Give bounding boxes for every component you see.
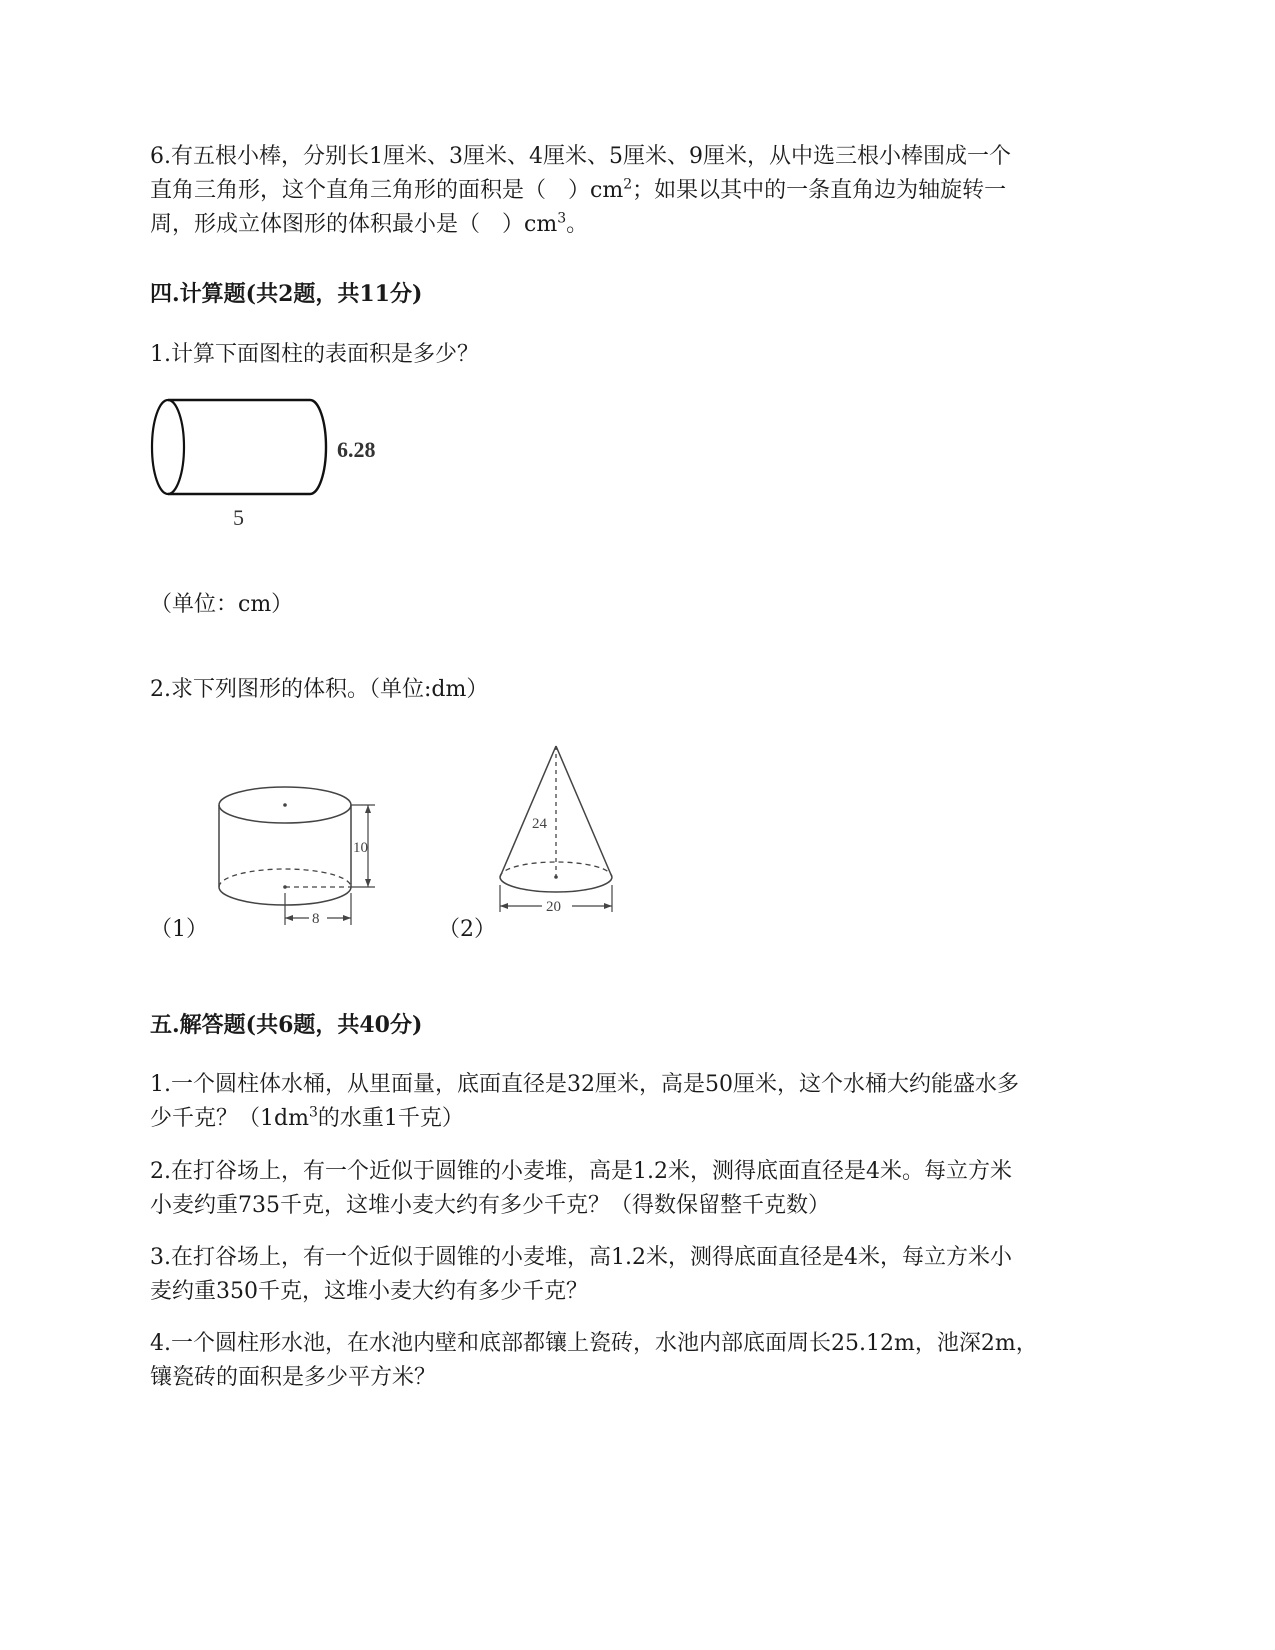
- diameter-arrow-left: [500, 903, 508, 909]
- q6-line-2: [150, 174, 1110, 208]
- figure-1-label: （1）: [150, 917, 208, 942]
- s4-q1-unit: [150, 588, 1110, 622]
- cone-figure: [490, 740, 630, 920]
- s4-question-2: [150, 673, 1110, 707]
- s5-q1-line-2-text: 少千克？（1dm: [150, 1106, 309, 1131]
- height-arrow-down: [365, 879, 371, 887]
- section-5-heading: 五.解答题(共6题，共40分): [150, 1012, 423, 1038]
- cylinder-bottom-back: [219, 869, 351, 887]
- q6-line-3-tail: 。: [566, 212, 589, 237]
- cylinder-radius-label: 8: [312, 911, 320, 927]
- cone-left-side: [500, 746, 556, 877]
- cylinder-left-face: [152, 400, 184, 494]
- s5-q3-line-1: 3.在打谷场上，有一个近似于圆锥的小麦堆，高1.2米，测得底面直径是4米，每立方米小: [150, 1245, 1012, 1270]
- cone-height-label: 24: [532, 816, 547, 832]
- cylinder-height-label: 6.28: [337, 437, 376, 462]
- q6-superscript-2: 2: [623, 176, 633, 193]
- cone-base-center: [554, 875, 558, 879]
- cylinder-top-center: [283, 803, 287, 807]
- cylinder-figure: [140, 390, 400, 535]
- s5-q4-line-2: 镶瓷砖的面积是多少平方米？: [150, 1365, 437, 1390]
- s5-question-3: [150, 1241, 1110, 1309]
- s5-q1-superscript: 3: [308, 1104, 318, 1121]
- radius-arrow-left: [285, 915, 293, 921]
- s5-q4-line-1: 4.一个圆柱形水池，在水池内壁和底部都镶上瓷砖，水池内部底面周长25.12m，池深2m，: [150, 1331, 1038, 1356]
- s5-q3-line-2: 麦约重350千克，这堆小麦大约有多少千克？: [150, 1279, 588, 1304]
- q6-line-2-tail: ；如果以其中的一条直角边为轴旋转一: [632, 178, 1007, 203]
- s5-q1-line-2: [150, 1102, 1110, 1136]
- s5-question-4: [150, 1327, 1110, 1395]
- diameter-arrow-right: [604, 903, 612, 909]
- s4-q2-text: 2.求下列图形的体积。（单位:dm）: [150, 677, 489, 702]
- section-4: [150, 277, 1110, 308]
- s5-q1-line-1: 1.一个圆柱体水桶，从里面量，底面直径是32厘米，高是50厘米，这个水桶大约能盛水多: [150, 1072, 1019, 1097]
- q6-line-1: 6.有五根小棒，分别长1厘米、3厘米、4厘米、5厘米、9厘米，从中选三根小棒围成一个: [150, 144, 1011, 169]
- s4-q1-unit-text: （单位：cm）: [150, 592, 294, 617]
- cone-diameter-label: 20: [546, 899, 561, 915]
- s5-question-2: [150, 1155, 1110, 1223]
- cone-right-side: [556, 746, 612, 877]
- height-arrow-up: [365, 805, 371, 813]
- section-4-heading: 四.计算题(共2题，共11分): [150, 281, 423, 307]
- cylinder-bottom-center: [283, 885, 287, 889]
- cone-base-front: [500, 877, 612, 892]
- cylinder-right-face: [310, 400, 326, 494]
- q6-superscript-3: 3: [557, 210, 567, 227]
- s5-q2-line-1: 2.在打谷场上，有一个近似于圆锥的小麦堆，高是1.2米，测得底面直径是4米。每立方米: [150, 1159, 1012, 1184]
- radius-arrow-right: [343, 915, 351, 921]
- s4-q1-text: 1.计算下面图柱的表面积是多少？: [150, 342, 479, 367]
- s5-question-1: [150, 1068, 1110, 1136]
- cylinder-height-label: 10: [353, 840, 368, 856]
- question-6: [150, 140, 1110, 242]
- q6-line-2-text: 直角三角形，这个直角三角形的面积是（ ）cm: [150, 178, 624, 203]
- section-5: [150, 1008, 1110, 1039]
- cylinder-length-label: 5: [233, 505, 244, 530]
- s5-q1-line-2-tail: 的水重1千克）: [317, 1106, 464, 1131]
- q6-line-3-text: 周，形成立体图形的体积最小是（ ）cm: [150, 212, 558, 237]
- s4-question-1: [150, 338, 1110, 372]
- q6-line-3: [150, 208, 1110, 242]
- figure-2-label: （2）: [438, 917, 496, 942]
- upright-cylinder-figure: [205, 775, 395, 935]
- s5-q2-line-2: 小麦约重735千克，这堆小麦大约有多少千克？（得数保留整千克数）: [150, 1193, 830, 1218]
